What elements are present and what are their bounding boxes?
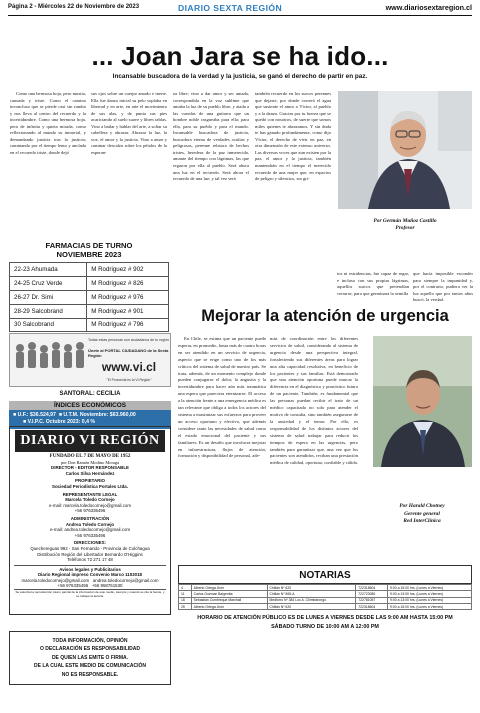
farmacia-date: 30 Salcobrand bbox=[10, 318, 87, 332]
author2-caption bbox=[370, 503, 474, 526]
article1-col3: za libre; vino a dar amor y ser amada, correspondida en la voz sublime que amaba la luz de su pueblo libre, y atada a las cuerdas de una guitarra que un hombre noble rasgueaba para ella; para ella, para su pueblo y para el mundo. Incansable buscadora de justicia, buscadora eterna de verdades ocultas y peligrosas, perenne relatora de hechos tristes, heredera de la paz inmerecida, amante del tiempo con lágrimas, las que regaron por ella al pueblo. Será ahora una luz en el recuerdo. Será ahora el recuerdo de una luz; y tal vez será bbox=[173, 91, 249, 182]
website: www.diariosextaregion.cl bbox=[385, 3, 472, 12]
farmacias-title-line1: FARMACIAS DE TURNO bbox=[45, 241, 133, 250]
notaria-addr: Chillán Nº 620 bbox=[267, 585, 356, 591]
author2-photo bbox=[373, 336, 472, 467]
legal-label: REPRESENTANTE LEGAL bbox=[62, 491, 118, 497]
promo-url[interactable]: www.vi.cl bbox=[101, 360, 157, 374]
author2-role1: Gerente general bbox=[404, 510, 440, 517]
ads-label: Avisos legales y Publicitarios bbox=[59, 566, 121, 572]
indices-utm: U.T.M. Noviembre: $63.960,00 bbox=[63, 412, 136, 418]
ads-phone1: +56 976335496 bbox=[57, 582, 89, 588]
author-name: Por Germán Muñoz Castillo bbox=[373, 218, 437, 224]
admin-label: ADMINISTRACIÓN bbox=[70, 515, 110, 521]
article1-col1: Como una hermosa hoja, pero mustia, cansada y triste. Como el camino inconcluso que se pierde casi sin rumbo y nos lleva al centro del recuerdo y la incertidumbre. Como una hermosa hoja, pero de infinita y quieta mirada, como reflexionando al mundo su inmortal, y demandando justicia tras la justicia; caminando por el tiempo lento y anclada en el recuerdo triste, donde dejó bbox=[10, 91, 86, 155]
disclaimer-l3: DE QUIEN LAS EMITE O FIRMA. bbox=[51, 654, 129, 661]
page-date: Página 2 - Miércoles 22 de Noviembre de 2023 bbox=[8, 4, 140, 10]
ads-email2: andrea.toledocornejo@gmail.com bbox=[92, 577, 159, 583]
farmacias-title-line2: NOVIEMBRE 2023 bbox=[56, 250, 122, 260]
director-label: DIRECTOR - EDITOR RESPONSABLE bbox=[51, 465, 129, 471]
notaria-name: Carlos Guzman Balgentta bbox=[191, 591, 267, 597]
author-role: Profesor bbox=[395, 225, 415, 231]
disclaimer-l2: O DECLARACIÓN ES RESPONSABILIDAD bbox=[39, 646, 140, 653]
notaria-name: Alberto Ortega Jirón bbox=[191, 603, 267, 609]
farmacias-box bbox=[9, 241, 169, 332]
ads-phone2: +56 958761530 bbox=[91, 582, 123, 588]
promo-line1: Únete al PORTAL CIUDADANO de la Sexta Región bbox=[88, 348, 169, 358]
table-row bbox=[10, 318, 169, 332]
ads-phones bbox=[14, 583, 166, 588]
notaria-name: Alberto Ortega Jirón bbox=[191, 585, 267, 591]
notaria-num: 4 bbox=[179, 585, 192, 591]
article1-subtitle: Incansable buscadora de la verdad y la justicia, se ganó el derecho de partir en paz. bbox=[112, 73, 368, 80]
ads-email1: marcela.toledocornejo@gmail.com bbox=[21, 577, 90, 583]
indices-box bbox=[9, 401, 171, 429]
portal-promo[interactable] bbox=[9, 333, 171, 387]
farmacia-addr: M Rodriguez # 902 bbox=[87, 263, 169, 277]
dir-line3: Teléfonos 72 271 17 48 bbox=[67, 557, 113, 563]
article1-title: ... Joan Jara se ha ido... bbox=[91, 41, 389, 71]
masthead-box bbox=[9, 426, 171, 615]
paper-name: DIARIO SEXTA REGIÓN bbox=[178, 3, 283, 13]
notaria-addr: Chillán Nº 565-A bbox=[267, 591, 356, 597]
founded: FUNDADO EL 7 DE MAYO DE 1952 bbox=[49, 454, 131, 459]
indices-ipc: V.I.P.C. Octubre 2023: 0,4 % bbox=[27, 419, 96, 426]
table-row bbox=[10, 304, 169, 318]
farmacia-addr: M Rodriguez # 796 bbox=[87, 318, 169, 332]
article1-col2: sus ojos sobre un cuerpo amado e inerte. Ella fue danza inicial su pelo soplaba en libertad y en arte, en arte el movimiento de sus alas, y de punta sus pies acariciando al suelo suave y libres tablas. Vino a bailar y hablar del arte, a soltar su cabellera y abrazar. Abrazar la luz, la voz, el amor y la justicia. Vino a amar y caminar descalza sobre los pétalos de la esperan- bbox=[91, 91, 167, 155]
notaria-name: Sebastián Cumbreque Marchall bbox=[191, 597, 267, 603]
notaria-hours: 9:00 a 15:00 hrs. (Lunes a Viernes) bbox=[388, 585, 472, 591]
notarias-title: NOTARIAS bbox=[178, 565, 472, 584]
article2-col1: En Chile, se estima que un paciente puede esperar, en promedio, hasta más de cuatro horas en ser atendido en un servicio de urgencia, aspecto que se erige como uno de los más críticos del sistema de salud de nuestro país. Se trata, además, de un momento complejo donde pueden conjugarse el dolor, la angustia y la incertidumbre para hacer aún más traumática una espera que pareciera eternizarse. El acceso a la atención frente a una emergencia médica es tan relevante que obliga a todos los actores del sistema a maximizar sus esfuerzos para proveer un acceso oportuno y efectivo, que además considere tanto las necesidades de salud como el estado emocional del paciente y sus familiares. Es un desafío que involucra mejorar en infraestructura, flujos de atención, formación y disponibilidad de personal, ade- bbox=[178, 336, 266, 459]
notaria-num: 18 bbox=[179, 597, 192, 603]
ads-line: Diario Regional impreso Convenio Marco 1102018 bbox=[38, 572, 142, 578]
promo-slogan: "El Poncecial es la VI Región" bbox=[106, 378, 152, 382]
admin-phone: +56 976335496 bbox=[74, 532, 106, 538]
fine-print: Se autoriza la reproducción total o parcial de la información de este medio, siempre y cuando se cite la fuente, y se indique la autoría. bbox=[15, 590, 165, 599]
notaria-phone: 722318604 bbox=[356, 585, 388, 591]
notaria-hours: 9:00 a 13:00 hrs. (Lunes a Viernes) bbox=[388, 591, 472, 597]
farmacia-date: 26-27 Dr. Simi bbox=[10, 291, 87, 305]
notaria-phone: 722781057 bbox=[356, 597, 388, 603]
legal-phone: +56 976335496 bbox=[74, 508, 106, 514]
notarias-box bbox=[178, 565, 472, 632]
article1-col5: tos ni estridencias, fue capaz de regar, e incluso con sus propias lágrimas, aquellos surcos que pretendían cerrarse, para que germinara la semilla bbox=[337, 271, 409, 296]
santoral: SANTORAL: CECILIA bbox=[59, 391, 121, 397]
farmacia-addr: M Rodriguez # 976 bbox=[87, 291, 169, 305]
promo-top-text: Todas estas personas son ciudadanos de tu región bbox=[88, 338, 170, 342]
article1-col4: también recuerdo en los surcos perennes que dejaste, por donde correrá el agua que sustente el amor a Víctor, al pueblo y a la danza. Gracias por tu fuerza que se quedó con nosotros, de suerte que somos miles quienes te abrazamos. Y sin duda te has ganado profundamente, como dijo Víctor, el derecho de vivir en paz, en otra dimensión de este extenso universo. Las diversas voces que aun existen por la paz, el amor y la justicia, también mantendrán en el tiempo el merecido recuerdo de una mujer que, en espacios de peligro y silencios, sin gri- bbox=[255, 91, 331, 182]
notaria-addr: Medforro Nº 384 Loc A. Chimbarongo bbox=[267, 597, 356, 603]
indices-row1 bbox=[13, 412, 167, 419]
owner-name: Sociedad Periodística Portales Ltda. bbox=[52, 483, 128, 489]
table-row bbox=[179, 603, 472, 609]
notaria-phone: 722318604 bbox=[356, 603, 388, 609]
bullet-icon: ■ bbox=[23, 419, 28, 426]
owner-label: PROPIETARIO bbox=[75, 478, 105, 484]
masthead-logo: DIARIO VI REGIÓN bbox=[15, 430, 165, 452]
author2-role2: Red InterClínica bbox=[403, 518, 441, 525]
bullet-icon: ■ bbox=[58, 412, 64, 418]
farmacias-title bbox=[9, 241, 169, 259]
farmacia-addr: M Rodriguez # 901 bbox=[87, 304, 169, 318]
farmacias-table bbox=[9, 262, 169, 332]
notarias-footer2: SÁBADO TURNO DE 10:00 AM A 12:00 PM bbox=[271, 624, 379, 631]
dir-line1: Quechereguas 992 - San Fernando - Provincia de Colchagua bbox=[30, 545, 150, 551]
table-row bbox=[10, 291, 169, 305]
indices-uf: U.F.: $36.524,97 bbox=[17, 412, 56, 418]
article2-title: Mejorar la atención de urgencia bbox=[201, 307, 449, 325]
notarias-table bbox=[178, 584, 472, 610]
notarias-footer1: HORARIO DE ATENCIÓN PÚBLICO ES DE LUNES A VIERNES DESDE LAS 9:00 AM HASTA 15:00 PM bbox=[197, 615, 453, 622]
header-rule bbox=[8, 15, 472, 16]
farmacia-date: 28-29 Salcobrand bbox=[10, 304, 87, 318]
masthead-credits bbox=[10, 452, 170, 563]
ads-block bbox=[14, 565, 166, 589]
dir-label: DIRECCIONES: bbox=[74, 540, 106, 546]
author2-name: Por Harald Chotney bbox=[399, 503, 445, 509]
admin-name: Andrea Toledo Cornejo bbox=[65, 521, 115, 527]
table-row bbox=[10, 277, 169, 291]
dir-line2: Distribución Región del Libertador Bernardo O'Higgins bbox=[37, 551, 143, 557]
notaria-hours: 9:00 a 15:00 hrs. (Lunes a Viernes) bbox=[388, 603, 472, 609]
notaria-addr: Chillán Nº 620 bbox=[267, 603, 356, 609]
disclaimer-l1: TODA INFORMACIÓN, OPINIÓN bbox=[52, 638, 128, 644]
legal-name: Marcela Toledo Cornejo bbox=[65, 497, 115, 503]
legal-email: e-mail: marcela.toledocornejo@gmail.com bbox=[48, 502, 132, 508]
farmacia-date: 22-23 Ahumada bbox=[10, 263, 87, 277]
notaria-num: 25 bbox=[179, 603, 192, 609]
disclaimer-box bbox=[9, 631, 171, 685]
disclaimer-l5: NO ES RESPONSABLE. bbox=[61, 671, 119, 678]
indices-title: ÍNDICES ECONÓMICOS bbox=[9, 401, 171, 410]
disclaimer-l4: DE LA CUAL ESTE MEDIO DE COMUNICACIÓN bbox=[34, 663, 146, 670]
farmacia-date: 24-25 Cruz Verde bbox=[10, 277, 87, 291]
notarias-footer bbox=[178, 614, 472, 632]
notaria-num: 11 bbox=[179, 591, 192, 597]
article1-col6: que hacía imposible esconder para siempre la impunidad y, por el contrario, pudiera ver la luz aquello que por tantos años buscó, la verdad. bbox=[413, 271, 473, 303]
table-row bbox=[10, 263, 169, 277]
author-caption bbox=[338, 218, 472, 232]
founder: por Don Ramón Modino Moraga bbox=[60, 459, 120, 465]
author-photo bbox=[338, 91, 472, 209]
admin-email: e-mail: andrea.toledocornejo@gmail.com bbox=[49, 527, 131, 533]
director-name: Carlos Silva Hernández bbox=[65, 470, 115, 476]
farmacia-addr: M Rodriguez # 826 bbox=[87, 277, 169, 291]
notaria-hours: 9:00 a 13:00 hrs. (Lunes a Viernes) bbox=[388, 597, 472, 603]
bullet-icon: ■ bbox=[13, 412, 18, 418]
notaria-phone: 722723080 bbox=[356, 591, 388, 597]
article2-col2: más de coordinación entre los diferentes servicios de salud, considerando al sistema de urgencia desde una perspectiva integral, fortaleciendo sus diferentes áreas para lograr una alta capacidad resolutiva, en beneficio de los pacientes y sus familias. Está demostrado que una atención oportuna puede marcar la diferencia en el diagnóstico y pronóstico futuro de un paciente. También, es fundamental que las personas puedan recibir el trato de un médico capacitado no solo para atender el motivo de consulta, sino también asegurarse de la ansiedad y el temor. Por ello, es responsabilidad de los distintos actores del sistema de salud trabajar para reducir los tiempos de espera en las urgencias, pero también para garantizar que, una vez que los pacientes son atendidos, reciban una prestación médica de calidad, oportuna, confiable y cálida. bbox=[270, 336, 358, 466]
